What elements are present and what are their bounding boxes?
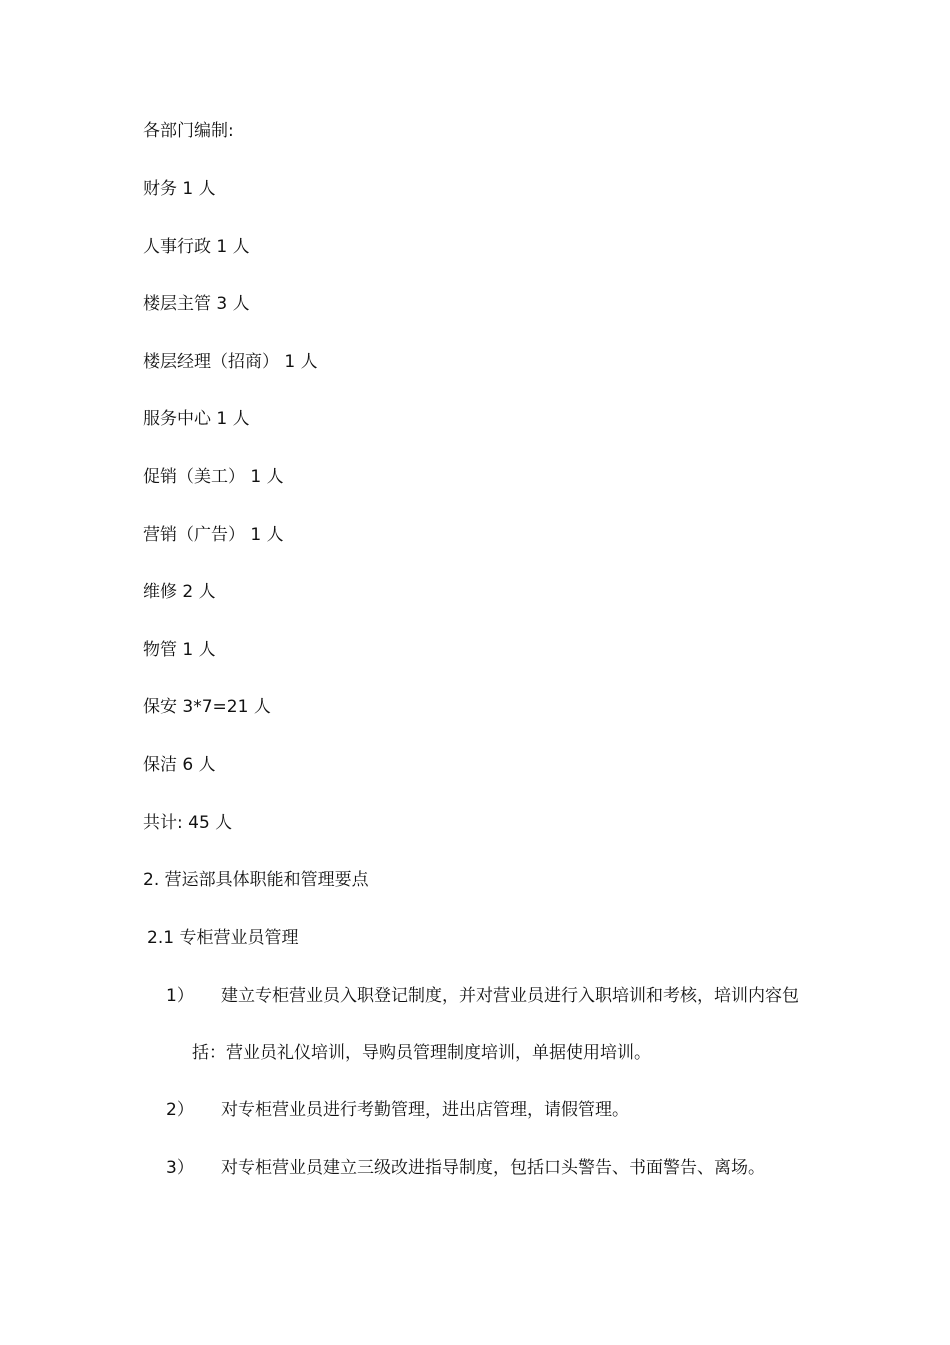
subsection-heading: 2.1 专柜营业员管理 <box>147 928 299 948</box>
staffing-title: 各部门编制: <box>143 121 234 141</box>
list-item-text: 对专柜营业员进行考勤管理，进出店管理，请假管理。 <box>221 1100 629 1120</box>
section-heading: 2. 营运部具体职能和管理要点 <box>143 870 369 890</box>
list-item-number: 2） <box>166 1100 194 1120</box>
staff-row-security: 保安 3*7=21 人 <box>143 697 271 717</box>
staff-row-marketing: 营销（广告） 1 人 <box>143 525 284 545</box>
list-item-number: 1） <box>166 986 194 1006</box>
staff-row-cleaning: 保洁 6 人 <box>143 755 216 775</box>
staff-row-floor-manager: 楼层经理（招商） 1 人 <box>143 352 318 372</box>
staff-row-total: 共计: 45 人 <box>143 813 233 833</box>
list-item-text: 建立专柜营业员入职登记制度，并对营业员进行入职培训和考核，培训内容包 <box>221 986 799 1006</box>
staff-row-maintenance: 维修 2 人 <box>143 582 216 602</box>
staff-row-finance: 财务 1 人 <box>143 179 216 199</box>
staff-row-service-center: 服务中心 1 人 <box>143 409 250 429</box>
staff-row-hr-admin: 人事行政 1 人 <box>143 237 250 257</box>
list-item-number: 3） <box>166 1158 194 1178</box>
staff-row-floor-supervisor: 楼层主管 3 人 <box>143 294 250 314</box>
staff-row-promotion: 促销（美工） 1 人 <box>143 467 284 487</box>
list-item-text: 对专柜营业员建立三级改进指导制度，包括口头警告、书面警告、离场。 <box>221 1158 765 1178</box>
list-item-continuation: 括：营业员礼仪培训，导购员管理制度培训，单据使用培训。 <box>192 1043 651 1063</box>
staff-row-property: 物管 1 人 <box>143 640 216 660</box>
